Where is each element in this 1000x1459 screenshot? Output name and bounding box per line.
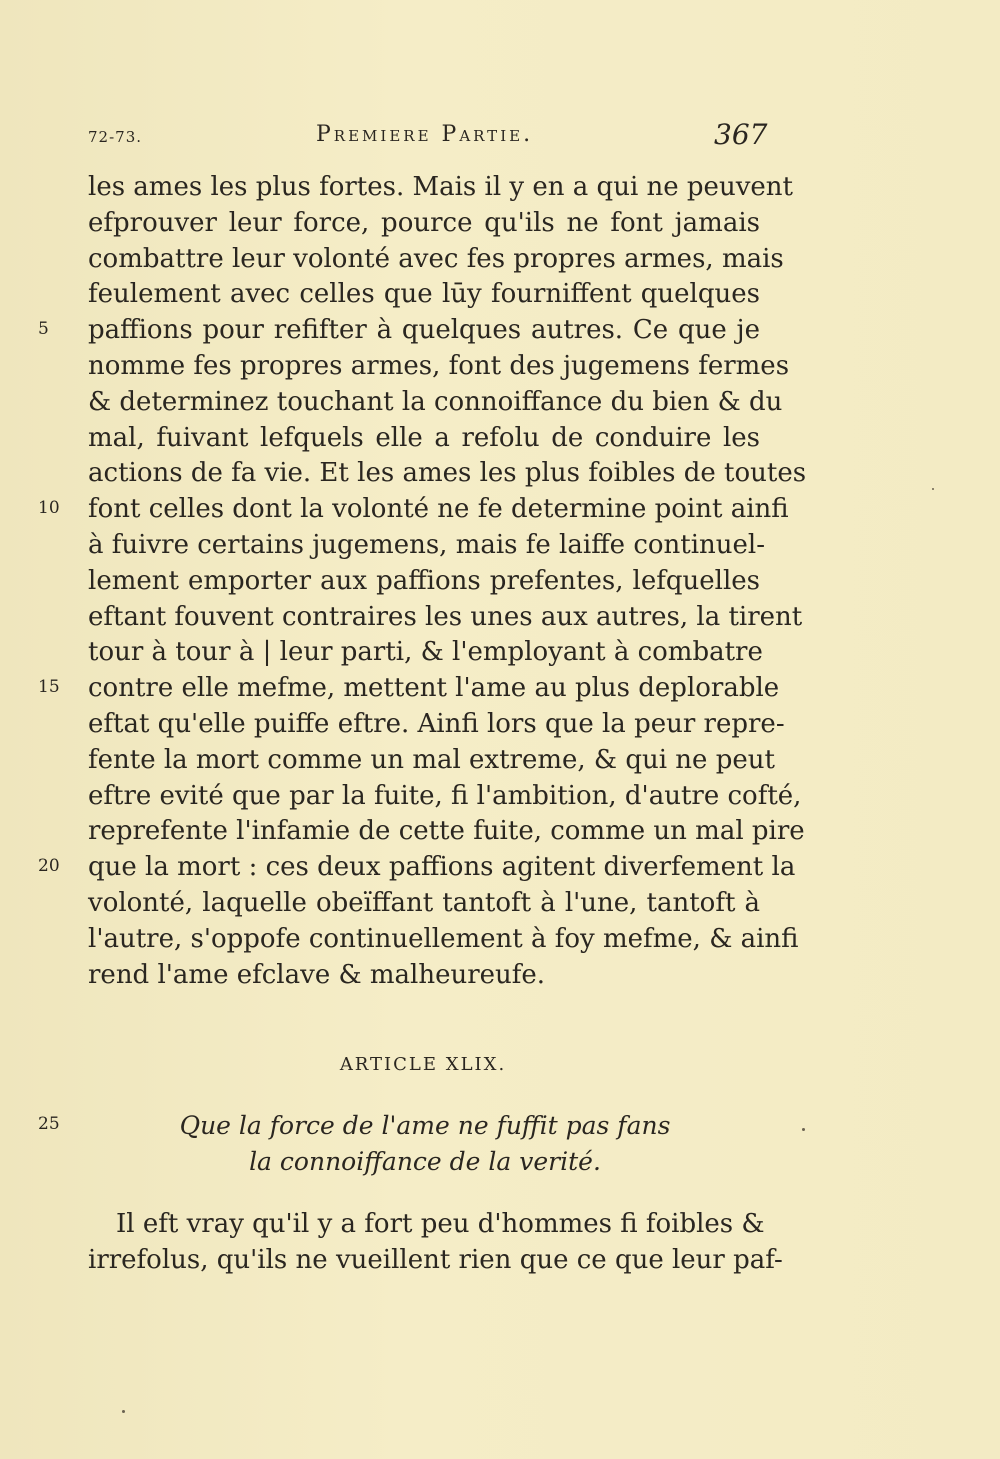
text-line: les ames les plus fortes. Mais il y en a qui ne peuvent (88, 172, 793, 202)
text-line: rend l'ame efclave & malheureufe. (88, 959, 546, 990)
text-line: eftre evité que par la fuite, fi l'ambition, d'autre cofté, (88, 780, 802, 811)
text-line: eftant fouvent contraires les unes aux autres, la tirent (88, 601, 803, 632)
line-number: 5 (38, 319, 49, 339)
text-line: l'autre, s'oppofe continuellement à foy mefme, & ainfi (88, 923, 799, 954)
text-line: contre elle mefme, mettent l'ame au plus deplorable (88, 673, 780, 704)
text-line: font celles dont la volonté ne fe determine point ainfi (88, 494, 789, 525)
text-line: reprefente l'infamie de cette fuite, comme un mal pire (88, 816, 805, 847)
text-line: irrefolus, qu'ils ne vueillent rien que ce que leur paf- (88, 1244, 783, 1275)
text-line: volonté, laquelle obeïffant tantoft à l'une, tantoft à (88, 887, 760, 918)
paper-speck (932, 488, 934, 490)
page-range-label: 72-73. (88, 128, 143, 146)
running-head: Premiere Partie. (316, 122, 534, 147)
text-line: lement emporter aux paffions prefentes, lefquelles (88, 565, 760, 596)
text-line: Il eft vray qu'il y a fort peu d'hommes fi foibles & (116, 1209, 765, 1239)
paper-speck (122, 1410, 125, 1413)
text-line: tour à tour à | leur parti, & l'employant à combatre (88, 637, 763, 668)
line-number: 20 (38, 856, 60, 876)
text-line: & determinez touchant la connoiffance du bien & du (88, 386, 783, 417)
text-line: eftat qu'elle puiffe eftre. Ainfi lors que la peur repre- (88, 708, 785, 739)
text-line: nomme fes propres armes, font des jugemens fermes (88, 350, 790, 381)
page-number: 367 (714, 118, 768, 151)
paper-speck (802, 1128, 805, 1131)
paragraph-1 (88, 170, 807, 993)
article-title (150, 1108, 700, 1180)
article-heading: ARTICLE XLIX. (339, 1054, 507, 1075)
line-number: 25 (38, 1114, 60, 1134)
article-title-line: la connoiffance de la verité. (249, 1147, 601, 1176)
text-line: efprouver leur force, pource qu'ils ne font jamais (88, 207, 760, 238)
text-line: fente la mort comme un mal extreme, & qui ne peut (88, 744, 775, 775)
text-line: paffions pour refifter à quelques autres. Ce que je (88, 315, 760, 346)
line-number: 10 (38, 498, 60, 518)
line-number: 15 (38, 677, 60, 697)
paragraph-2 (88, 1206, 783, 1278)
text-line: mal, fuivant lefquels elle a refolu de conduire les (88, 422, 760, 453)
text-line: combattre leur volonté avec fes propres armes, mais (88, 243, 784, 274)
text-line: actions de fa vie. Et les ames les plus foibles de toutes (88, 458, 807, 489)
article-title-line: Que la force de l'ame ne fuffit pas fans (179, 1111, 671, 1140)
text-line: que la mort : ces deux paffions agitent diverfement la (88, 852, 796, 883)
text-line: feulement avec celles que lūy fourniffent quelques (88, 279, 760, 310)
text-line: à fuivre certains jugemens, mais fe laiffe continuel- (88, 529, 766, 560)
